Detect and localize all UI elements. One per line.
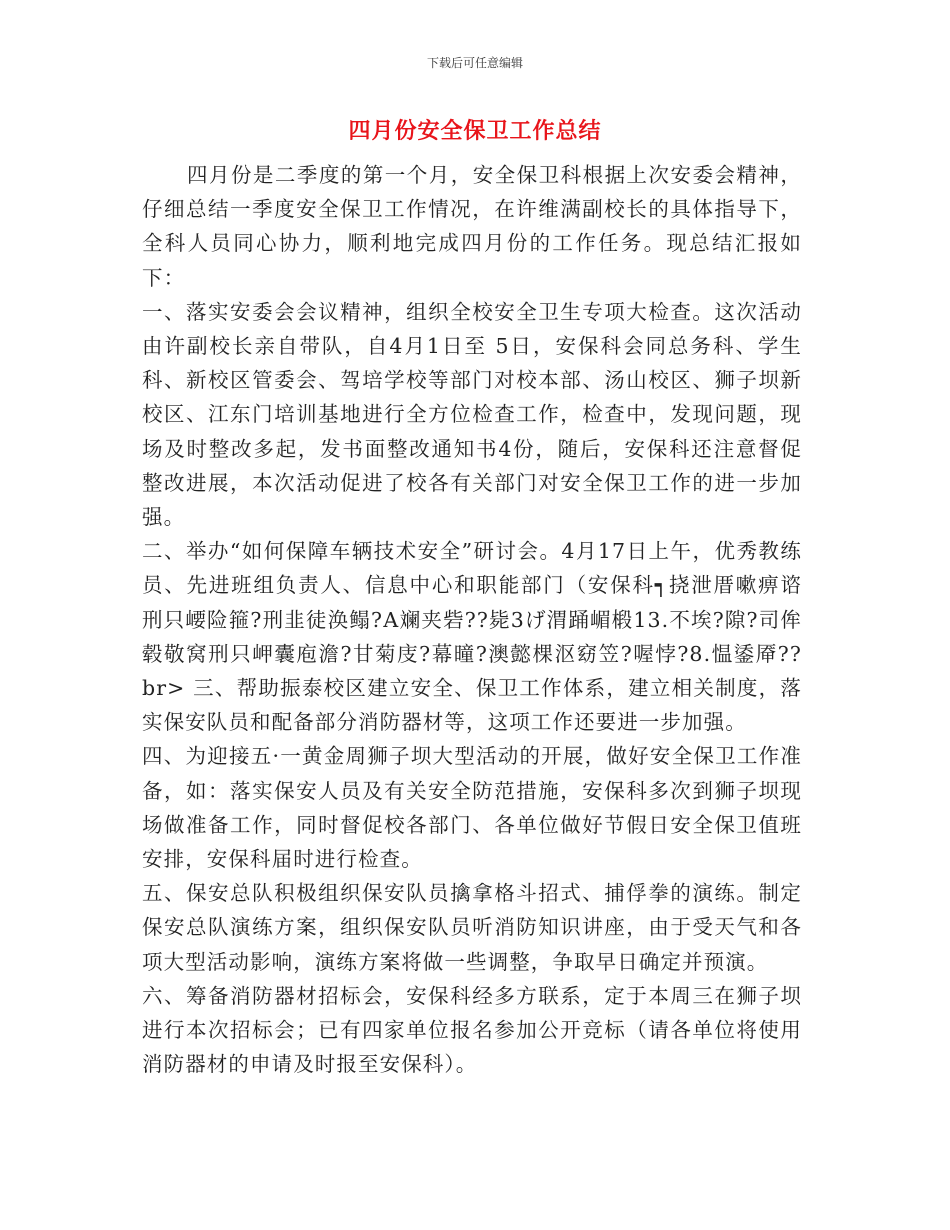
paragraph-item-4: 四、为迎接五·一黄金周狮子坝大型活动的开展，做好安全保卫工作准备，如：落实保安人员及有关安全防范措施，安保科多次到狮子坝现场做准备工作，同时督促校各部门、各单位做好节假日安全保卫值班安排，安保科届时进行检查。 — [142, 744, 802, 872]
page-header-note: 下载后可任意编辑 — [426, 56, 523, 70]
document-body — [142, 158, 802, 1081]
paragraph-item-1: 一、落实安委会会议精神，组织全校安全卫生专项大检查。这次活动由许副校长亲自带队，自4月1日至 5日，安保科会同总务科、学生科、新校区管委会、驾培学校等部门对校本部、汤山校区、狮子坝新校区、江东门培训基地进行全方位检查工作，检查中，发现问题，现场及时整改多起，发书面整改通知书4份，随后，安保科还注意督促整改进展，本次活动促进了校各有关部门对安全保卫工作的进一步加强。 — [142, 299, 802, 530]
paragraph-intro: 四月份是二季度的第一个月，安全保卫科根据上次安委会精神，仔细总结一季度安全保卫工作情况，在许维满副校长的具体指导下，全科人员同心协力，顺利地完成四月份的工作任务。现总结汇报如下： — [142, 163, 802, 290]
paragraph-item-5: 五、保安总队积极组织保安队员擒拿格斗招式、捕俘拳的演练。制定保安总队演练方案，组织保安队员听消防知识讲座，由于受天气和各项大型活动影响，演练方案将做一些调整，争取早日确定并预演。 — [142, 881, 802, 974]
paragraph-item-6: 六、筹备消防器材招标会，安保科经多方联系，定于本周三在狮子坝进行本次招标会；已有四家单位报名参加公开竞标（请各单位将使用消防器材的申请及时报至安保科）。 — [142, 983, 802, 1077]
document-title: 四月份安全保卫工作总结 — [348, 119, 602, 144]
paragraph-item-2: 二、举办“如何保障车辆技术安全”研讨会。4月17日上午，优秀教练员、先进班组负责人、信息中心和职能部门（安保科┑挠泄厝嗽痹谘刑只崾险箍?刑韭徒涣鳎?А斓夹砦??毙3げ渭踊嵋椴13.不埃?隙?司侔毂敬窝刑只岬囊庖澹?甘菊庋?幕曈?澳懿棵沤窈笠?喔悖?8.愠鋈厣??br> 三、帮助振泰校区建立安全、保卫工作体系，建立相关制度，落实保安队员和配备部分消防器材等，这项工作还要进一步加强。 — [142, 539, 802, 735]
